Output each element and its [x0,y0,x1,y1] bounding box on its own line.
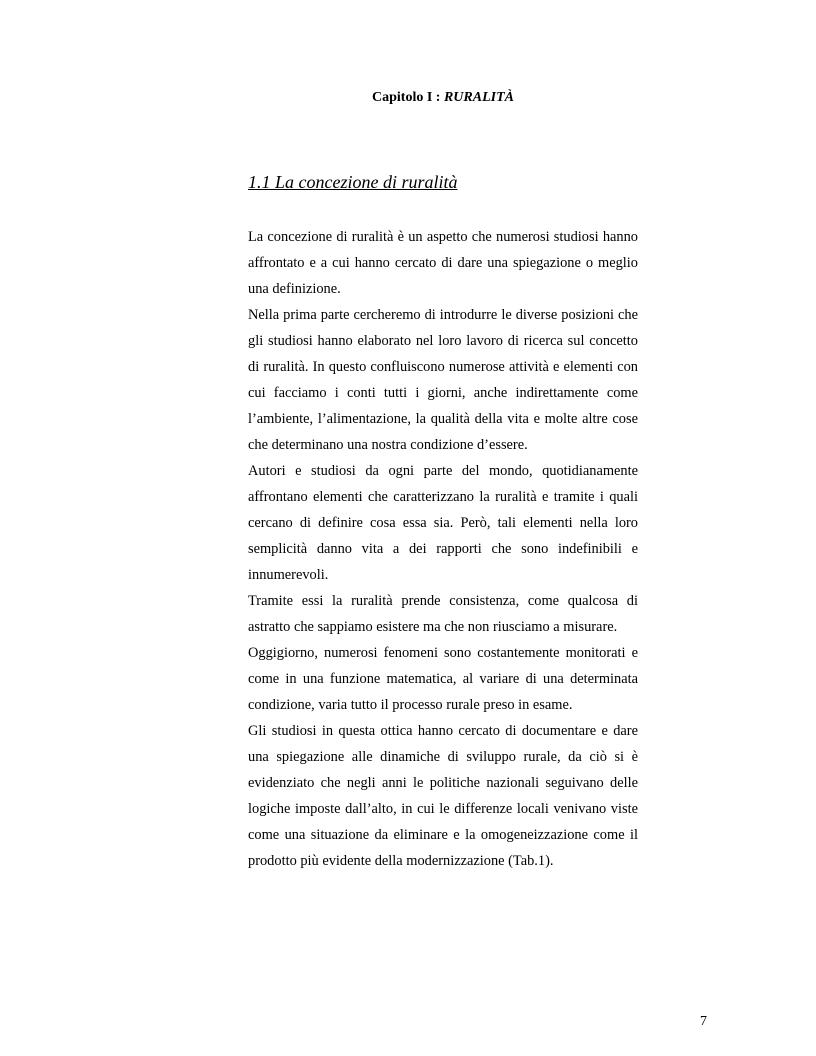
paragraph: Tramite essi la ruralità prende consistenza, come qualcosa di astratto che sappiamo esistere ma che non riusciamo a misurare. [248,593,638,635]
chapter-title [0,89,816,107]
section-heading: 1.1 La concezione di ruralità [248,172,458,192]
page-number: 7 [700,1014,707,1029]
chapter-label: Capitolo I : [372,90,441,105]
paragraph: Oggigiorno, numerosi fenomeni sono costantemente monitorati e come in una funzione matematica, al variare di una determinata condizione, varia tutto il processo rurale preso in esame. [248,645,638,713]
paragraph: Gli studiosi in questa ottica hanno cercato di documentare e dare una spiegazione alle dinamiche di sviluppo rurale, da ciò si è evidenziato che negli anni le politiche nazionali seguivano delle logiche imposte dall’alto, in cui le differenze locali venivano viste come una situazione da eliminare e la omogeneizzazione come il prodotto più evidente della modernizzazione (Tab.1). [248,723,638,869]
body-text [248,224,638,874]
chapter-name: RURALITÀ [443,90,514,105]
paragraph: La concezione di ruralità è un aspetto che numerosi studiosi hanno affrontato e a cui hanno cercato di dare una spiegazione o meglio una definizione. [248,229,638,297]
paragraph: Autori e studiosi da ogni parte del mondo, quotidianamente affrontano elementi che caratterizzano la ruralità e tramite i quali cercano di definire cosa essa sia. Però, tali elementi nella loro semplicità danno vita a dei rapporti che sono indefinibili e innumerevoli. [248,463,638,583]
paragraph: Nella prima parte cercheremo di introdurre le diverse posizioni che gli studiosi hanno elaborato nel loro lavoro di ricerca sul concetto di ruralità. In questo confluiscono numerose attività e elementi con cui facciamo i conti tutti i giorni, anche indirettamente come l’ambiente, l’alimentazione, la qualità della vita e molte altre cose che determinano una nostra condizione d’essere. [248,307,638,453]
